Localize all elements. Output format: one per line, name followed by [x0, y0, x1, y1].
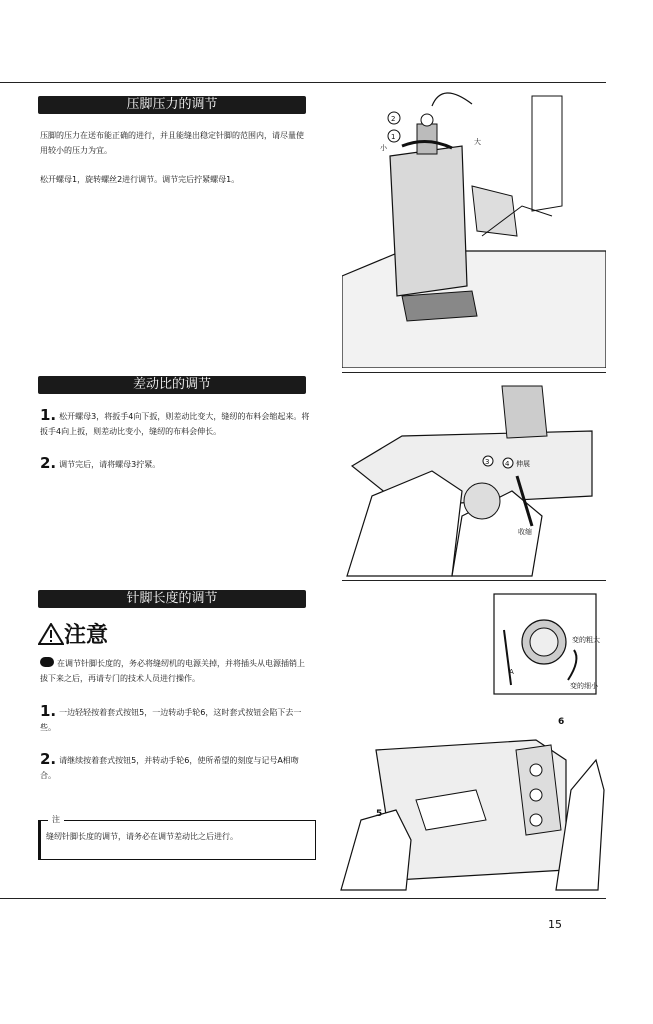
- warning-icon: [38, 623, 64, 645]
- page-number: 15: [548, 918, 562, 931]
- section-title-differential: 差动比的调节: [38, 376, 306, 394]
- caution-text: [40, 656, 310, 686]
- caution-heading: [38, 618, 108, 649]
- caution-title: 注意: [64, 623, 109, 648]
- presser-paragraph-2: 松开螺母1，旋转螺丝2进行调节。调节完后拧紧螺母1。: [40, 175, 240, 184]
- differential-step-1: [40, 408, 310, 439]
- presser-label-large: 大: [474, 138, 481, 146]
- step-number: 2.: [40, 454, 57, 472]
- section-divider-2: [342, 580, 606, 581]
- step-number: 2.: [40, 750, 57, 768]
- section-title-presser-pressure: 压脚压力的调节: [38, 96, 306, 114]
- stitch-step-1: [40, 704, 310, 735]
- stitch-step-2: [40, 752, 310, 783]
- stitch-label-coarse: 变的粗大: [572, 636, 600, 644]
- step-text: 松开螺母3，将扳手4向下扳，则差动比变大，缝纫的布料会缩起来。将扳手4向上扳，则差动比变小，缝纫的布料会伸长。: [40, 412, 310, 436]
- step-text: 调节完后，请将螺母3拧紧。: [59, 460, 161, 469]
- presser-paragraph-1: 压脚的压力在送布能正确的进行，并且能缝出稳定针脚的范围内，请尽量使用较小的压力为宜。: [40, 131, 304, 155]
- stitch-length-figure: [336, 590, 606, 894]
- step-number: 1.: [40, 702, 57, 720]
- differential-label-4: 4: [505, 460, 510, 468]
- differential-label-shrink: 收缩: [518, 528, 532, 536]
- presser-label-1: 1: [391, 133, 396, 141]
- differential-step-2: [40, 456, 310, 472]
- bottom-rule: [0, 898, 606, 899]
- section-title-stitch-length: 针脚长度的调节: [38, 590, 306, 608]
- presser-pressure-figure: [342, 86, 606, 368]
- step-text: 一边轻轻按着套式按钮5，一边转动手轮6，这时套式按钮会陷下去一些。: [40, 708, 302, 732]
- top-rule: [0, 82, 606, 83]
- step-number: 1.: [40, 406, 57, 424]
- differential-label-3: 3: [485, 458, 490, 466]
- differential-label-extend: 伸展: [516, 460, 530, 468]
- stitch-label-5: 5: [376, 809, 383, 819]
- caution-body: 在调节针脚长度的，务必将缝纫机的电源关掉，并将插头从电源插销上拔下来之后，再请专门的技术人员进行操作。: [40, 659, 305, 683]
- stitch-label-6: 6: [558, 717, 565, 727]
- unplug-icon: [40, 657, 54, 667]
- section-divider-1: [342, 372, 606, 373]
- note-text: 缝纫针脚长度的调节，请务必在调节差动比之后进行。: [46, 832, 238, 841]
- note-label: 注: [48, 814, 64, 825]
- differential-figure: [342, 376, 606, 578]
- presser-label-2: 2: [391, 115, 396, 123]
- stitch-label-fine: 变的细小: [570, 682, 598, 690]
- step-text: 请继续按着套式按钮5，并转动手轮6，使所希望的刻度与记号A相吻合。: [40, 756, 299, 780]
- presser-label-small: 小: [380, 144, 387, 152]
- stitch-label-mark: A: [509, 668, 514, 676]
